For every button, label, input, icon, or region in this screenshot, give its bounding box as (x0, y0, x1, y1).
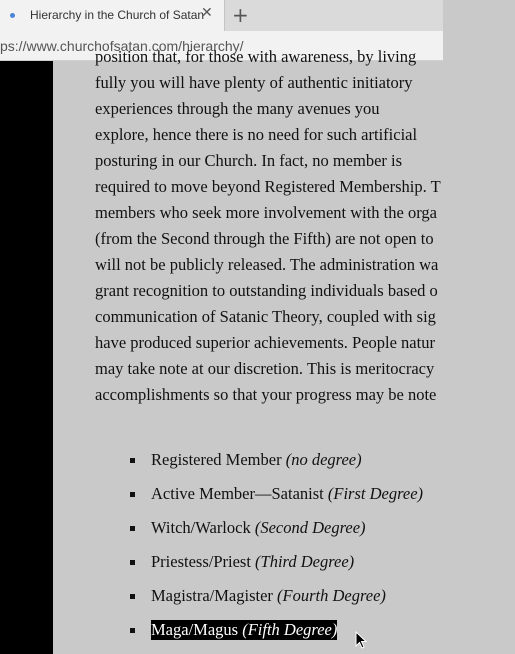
degree-label: (no degree) (285, 450, 362, 469)
paragraph-line: experiences through the many avenues you (95, 99, 380, 118)
page-content (53, 47, 443, 654)
bullet-icon (130, 526, 135, 531)
paragraph-line: explore, hence there is no need for such artificial (95, 125, 418, 144)
paragraph-line: fully you will have plenty of authentic initiatory (95, 73, 413, 92)
degree-title: Priestess/Priest (151, 552, 251, 571)
paragraph-line: (from the Second through the Fifth) are not open to (95, 229, 434, 248)
paragraph-line: required to move beyond Registered Membership. T (95, 177, 441, 196)
mouse-cursor-icon (355, 631, 367, 649)
tab-strip (0, 0, 443, 31)
degree-label: (Third Degree) (255, 552, 355, 571)
paragraph-line: communication of Satanic Theory, coupled with sig (95, 307, 436, 326)
left-sidebar-background (0, 61, 53, 654)
degree-label: (Fourth Degree) (277, 586, 386, 605)
bullet-icon (130, 560, 135, 565)
degree-label: (Second Degree) (254, 518, 366, 537)
new-tab-icon[interactable]: + (232, 3, 249, 27)
degree-title: Witch/Warlock (151, 518, 251, 537)
paragraph-line: may take note at our discretion. This is meritocracy (95, 359, 435, 378)
paragraph-line: grant recognition to outstanding individuals based o (95, 281, 438, 300)
bullet-icon (130, 628, 135, 633)
url-text[interactable]: ps://www.churchofsatan.com/hierarchy/ (0, 38, 244, 54)
degree-title: Registered Member (151, 450, 282, 469)
degree-label: (First Degree) (327, 484, 424, 503)
body-paragraph (95, 44, 515, 408)
paragraph-line: position that, for those with awareness, by living (95, 47, 417, 66)
degree-title: Magistra/Magister (151, 586, 273, 605)
tab-close-icon[interactable]: ✕ (201, 5, 213, 21)
paragraph-line: posturing in our Church. In fact, no member is (95, 151, 403, 170)
tab-loading-icon (10, 13, 15, 18)
paragraph-line: will not be publicly released. The administration wa (95, 255, 439, 274)
degree-title: Maga/Magus (151, 620, 239, 639)
bullet-icon (130, 458, 135, 463)
degree-label: (Fifth Degree) (242, 620, 338, 639)
bullet-icon (130, 492, 135, 497)
tab-title: Hierarchy in the Church of Satan (30, 8, 205, 22)
paragraph-line: have produced superior achievements. People natur (95, 333, 435, 352)
bullet-icon (130, 594, 135, 599)
degree-title: Active Member—Satanist (151, 484, 324, 503)
browser-tab[interactable] (0, 0, 225, 31)
paragraph-line: accomplishments so that your progress may be note (95, 385, 437, 404)
selected-text[interactable] (151, 620, 337, 640)
paragraph-line: members who seek more involvement with the orga (95, 203, 437, 222)
